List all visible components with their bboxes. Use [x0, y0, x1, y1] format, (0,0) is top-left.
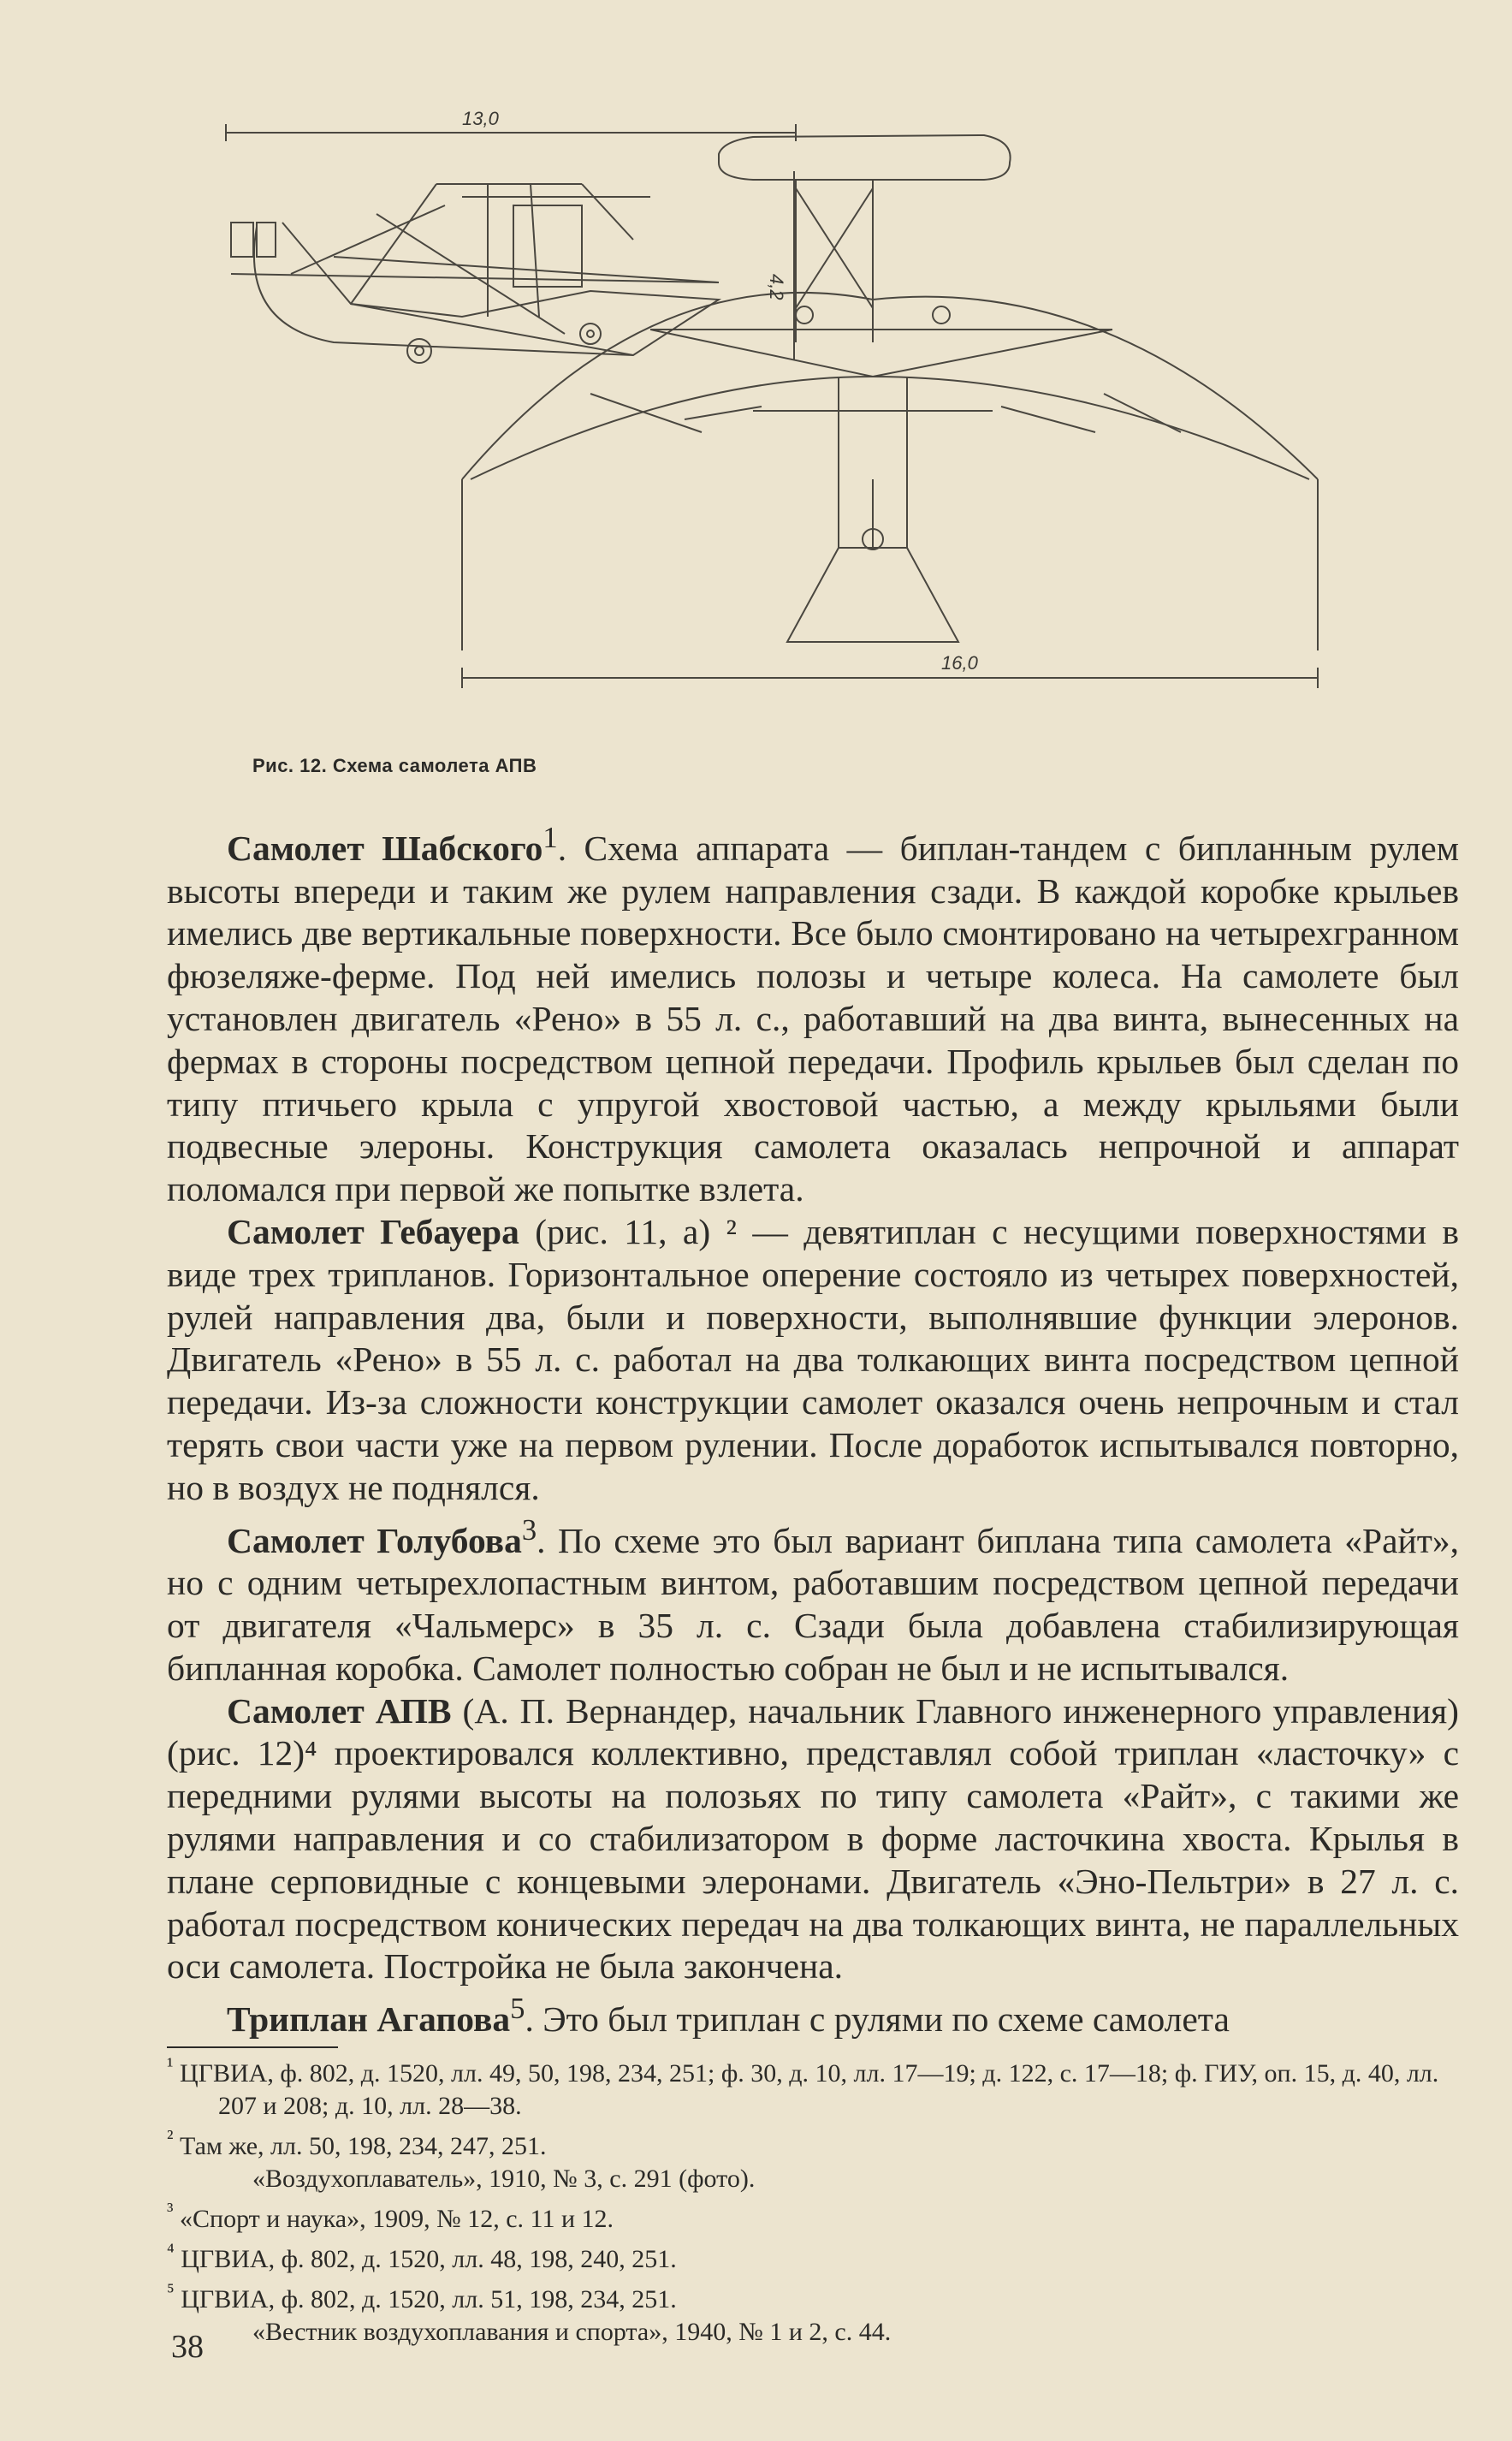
footnote-text: ЦГВИА, ф. 802, д. 1520, лл. 51, 198, 234, 251.: [181, 2285, 677, 2313]
paragraph-text: . Это был триплан с рулями по схеме самолета: [525, 1999, 1230, 2039]
footnote-5-extra: «Вестник воздухоплавания и спорта», 1940, № 1 и 2, с. 44.: [252, 2318, 892, 2346]
paragraph-heading: Триплан Агапова: [227, 1999, 511, 2039]
footnote-text: ЦГВИА, ф. 802, д. 1520, лл. 48, 198, 240, 251.: [181, 2245, 677, 2273]
dimension-label-height: 4,2: [766, 274, 787, 300]
footnote-ref: 5: [510, 1993, 525, 2026]
footnote-5: [167, 2276, 1459, 2316]
paragraph-text: . Схема аппарата — биплан-тандем с бипланным рулем высоты впереди и таким же рулем направления сзади. В каждой коробке крыльев имелись две вертикальные поверхности. Все было смонтировано на четырехгранном фюзеляже-ферме. Под ней имелись полозы и четыре колеса. На самолете был установлен двигатель «Рено» в 55 л. с., работавший на два винта, вынесенных на фермах в стороны посредством цепной передачи. Профиль крыльев был сделан по типу птичьего крыла с упругой хвостовой частью, а между крыльями были подвесные элероны. Конструкция самолета оказалась непрочной и аппарат поломался при первой же попытке взлета.: [167, 828, 1459, 1209]
paragraph-heading: Самолет Голубова: [227, 1520, 522, 1560]
footnote-2-extra: «Воздухоплаватель», 1910, № 3, с. 291 (фото).: [252, 2165, 756, 2193]
side-view-aircraft: [231, 184, 719, 363]
footnotes: [167, 2050, 1459, 2349]
page-number: 38: [171, 2329, 204, 2365]
footnote-mark: ⁴: [167, 2240, 175, 2263]
footnote-mark: ³: [167, 2200, 174, 2223]
aircraft-schematic-drawing: [205, 103, 1352, 719]
paragraph-shabsky: [167, 817, 1459, 1211]
footnote-3: [167, 2195, 1459, 2236]
paragraph-heading: Самолет Гебауера: [227, 1212, 519, 1251]
paragraph-agapov: [167, 1988, 1459, 2041]
main-text: [167, 817, 1459, 2041]
paragraph-text: . По схеме это был вариант биплана типа самолета «Райт», но с одним четырехлопастным винтом, работавшим посредством цепной передачи от двигателя «Чальмерс» в 35 л. с. Сзади была добавлена стабилизирующая бипланная коробка. Самолет полностью собран не был и не испытывался.: [167, 1520, 1459, 1688]
paragraph-heading: Самолет Шабского: [227, 828, 543, 868]
footnote-mark: ²: [167, 2127, 174, 2150]
footnote-text: ЦГВИА, ф. 802, д. 1520, лл. 49, 50, 198, 234, 251; ф. 30, д. 10, лл. 17—19; д. 122, с. 17—18; ф. ГИУ, оп. 15, д. 40, лл. 207 и 208; д. 10, лл. 28—38.: [180, 2059, 1439, 2120]
dimension-label-front: 16,0: [941, 652, 978, 674]
figure-caption: Рис. 12. Схема самолета АПВ: [252, 755, 537, 776]
footnote-2: [167, 2123, 1459, 2163]
footnote-mark: ¹: [167, 2054, 174, 2077]
aircraft-schematic-figure: [205, 103, 1352, 719]
footnote-1: [167, 2050, 1459, 2123]
dimension-label-side: 13,0: [462, 108, 499, 129]
footnote-text: Там же, лл. 50, 198, 234, 247, 251.: [180, 2132, 547, 2160]
footnote-ref: 1: [543, 822, 558, 854]
paragraph-apv: [167, 1690, 1459, 1989]
paragraph-text: (рис. 11, а) ² — девятиплан с несущими поверхностями в виде трех трипланов. Горизонтальное оперение состояло из четырех поверхностей, рулей направления два, были и поверхности, выполнявшие функции элеронов. Двигатель «Рено» в 55 л. с. работал на два толкающих винта посредством цепной передачи. Из-за сложности конструкции самолет оказался очень непрочным и стал терять свои части уже на первом рулении. После доработок испытывался повторно, но в воздух не поднялся.: [167, 1212, 1459, 1507]
paragraph-text: (А. П. Вернандер, начальник Главного инженерного управления) (рис. 12)⁴ проектировался коллективно, представлял собой триплан «ласточку» с передними рулями высоты на полозьях по типу самолета «Райт», с такими же рулями направления и со стабилизатором в форме ласточкина хвоста. Крылья в плане серповидные с концевыми элеронами. Двигатель «Эно-Пельтри» в 27 л. с. работал посредством конических передач на два толкающих винта, не параллельных оси самолета. Постройка не была закончена.: [167, 1690, 1459, 1987]
footnote-mark: ⁵: [167, 2280, 175, 2303]
front-view-aircraft: [462, 135, 1318, 650]
paragraph-golubov: [167, 1510, 1459, 1690]
paragraph-heading: Самолет АПВ: [227, 1690, 452, 1731]
paragraph-gebauer: [167, 1211, 1459, 1510]
footnote-4: [167, 2236, 1459, 2276]
footnote-text: «Спорт и наука», 1909, № 12, с. 11 и 12.: [180, 2205, 614, 2233]
footnote-divider: [167, 2046, 338, 2048]
footnote-ref: 3: [521, 1513, 537, 1547]
